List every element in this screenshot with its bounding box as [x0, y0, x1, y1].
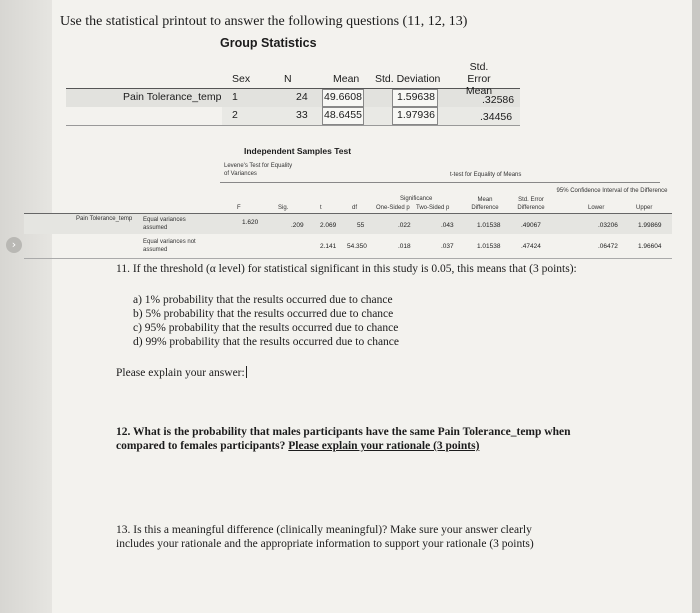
independent-samples-title: Independent Samples Test [244, 146, 352, 156]
cell-sd: 1.97936 [397, 109, 435, 121]
cell-se: .34456 [480, 111, 513, 123]
q13-line1: 13. Is this a meaningful difference (clinically meaningful)? Make sure your answer clearly [116, 524, 532, 536]
ind-row-label: Pain Tolerance_temp [76, 216, 133, 222]
q11-answer-field[interactable] [116, 366, 247, 379]
col-sig: Sig. [278, 205, 289, 211]
cell-sex: 2 [232, 109, 238, 121]
col-lower: Lower [588, 205, 605, 211]
table-rule [66, 88, 520, 89]
header-mean: Mean [333, 73, 360, 85]
cell-sex: 1 [232, 91, 238, 103]
cell-mean: 49.6608 [324, 91, 362, 103]
q11-option-a[interactable]: a) 1% probability that the results occurred due to chance [133, 294, 393, 306]
col-F: F [237, 205, 241, 211]
cell-one-sided: .018 [398, 243, 411, 250]
group-stats-title: Group Statistics [220, 36, 317, 50]
row-equal-variances-not-assumed: Equal variances not assumed [143, 239, 196, 253]
table-rule [66, 125, 520, 126]
q11-option-c[interactable]: c) 95% probability that the results occurred due to chance [133, 322, 399, 334]
header-std-error-mean: Std. Error Mean [465, 61, 493, 97]
cell-df: 55 [357, 222, 365, 229]
header-n: N [284, 73, 292, 85]
cell-mean-diff: 1.01538 [477, 222, 501, 229]
col-upper: Upper [636, 205, 653, 211]
intro-text: Use the statistical printout to answer the following questions (11, 12, 13) [60, 14, 468, 29]
cell-sd: 1.59638 [397, 91, 435, 103]
cell-se: .32586 [482, 94, 515, 106]
table-rule [24, 258, 672, 259]
back-arrow-icon[interactable]: › [6, 237, 22, 253]
q13-line2: includes your rationale and the appropriate information to support your rationale (3 points) [116, 538, 534, 550]
q12-line1: 12. What is the probability that males participants have the same Pain Tolerance_temp when [116, 426, 571, 438]
row-equal-variances: Equal variances assumed [143, 217, 186, 231]
cell-se-diff: .49067 [521, 222, 541, 229]
ttest-header: t-test for Equality of Means [450, 172, 522, 178]
cell-t: 2.069 [320, 222, 337, 229]
cell-two-sided: .037 [441, 243, 454, 250]
text-cursor [246, 366, 247, 378]
cell-one-sided: .022 [398, 222, 411, 229]
significance-header: Significance [400, 196, 433, 202]
col-t: t [320, 205, 322, 211]
cell-two-sided: .043 [441, 222, 454, 229]
cell-upper: 1.96604 [638, 243, 662, 250]
levene-header: Levene's Test for Equality of Variances [224, 163, 293, 177]
col-mean-diff: Mean Difference [471, 197, 499, 211]
cell-upper: 1.99869 [638, 222, 662, 229]
col-df: df [352, 205, 358, 211]
table-rule [220, 182, 660, 183]
cell-n: 33 [296, 109, 308, 121]
q12-line2-wrap [116, 440, 479, 452]
group-stats-row-band [222, 107, 520, 125]
cell-lower: .03206 [598, 222, 618, 229]
col-two-sided: Two-Sided p [416, 205, 450, 211]
cell-n: 24 [296, 91, 308, 103]
cell-lower: .06472 [598, 243, 618, 250]
cell-F: 1.620 [242, 219, 259, 226]
col-one-sided: One-Sided p [376, 205, 410, 211]
cell-se-diff: .47424 [521, 243, 541, 250]
q11-option-d[interactable]: d) 99% probability that the results occurred due to chance [133, 336, 400, 348]
cell-sig: .209 [291, 222, 304, 229]
cell-t: 2.141 [320, 243, 337, 250]
row-label-pain-tolerance: Pain Tolerance_temp [123, 91, 222, 103]
q12-rationale: Please explain your rationale (3 points) [288, 440, 480, 452]
q11-stem: 11. If the threshold (α level) for statistical significant in this study is 0.05, this means that (3 points): [116, 263, 577, 275]
cell-mean: 48.6455 [324, 109, 362, 121]
ci-header: 95% Confidence Interval of the Difference [556, 188, 668, 194]
q11-explain-prompt: Please explain your answer: [116, 367, 245, 379]
q11-option-b[interactable]: b) 5% probability that the results occurred due to chance [133, 308, 394, 320]
cell-df: 54.350 [347, 243, 367, 250]
cell-mean-diff: 1.01538 [477, 243, 501, 250]
col-se-diff: Std. Error Difference [517, 197, 545, 211]
header-sex: Sex [232, 73, 251, 85]
header-std-deviation: Std. Deviation [375, 73, 441, 85]
background-strip [0, 0, 52, 613]
q12-line2: compared to females participants? [116, 440, 286, 452]
